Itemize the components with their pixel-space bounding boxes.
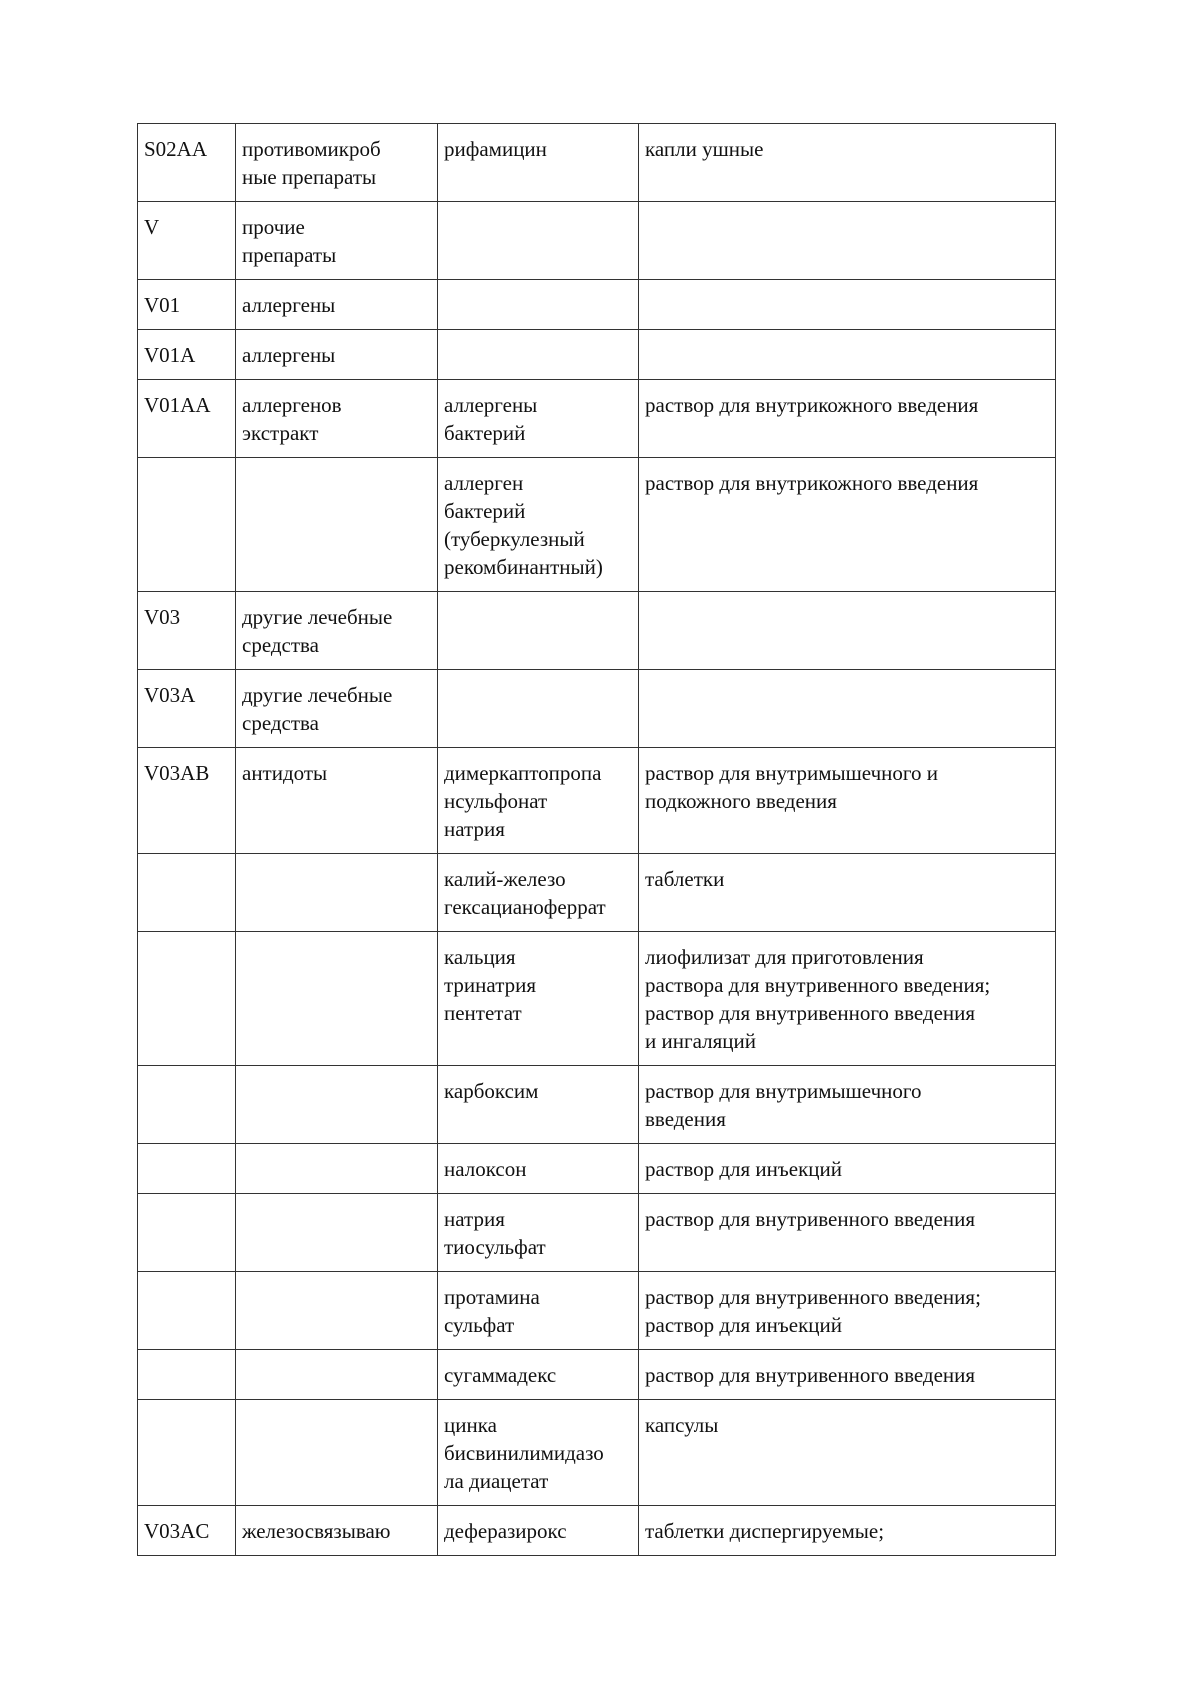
drug-name-text: натрия тиосульфат xyxy=(444,1207,546,1259)
table-row xyxy=(138,1506,1056,1556)
drug-name-cell xyxy=(438,932,639,1066)
dosage-form-text: раствор для внутрикожного введения xyxy=(645,393,979,417)
table-row xyxy=(138,280,1056,330)
drug-name-text: протамина сульфат xyxy=(444,1285,540,1337)
dosage-form-cell xyxy=(639,1400,1056,1506)
dosage-form-cell xyxy=(639,458,1056,592)
drug-name-cell xyxy=(438,854,639,932)
group-name-text: железосвязываю xyxy=(242,1519,391,1543)
table-body xyxy=(138,124,1056,1556)
drug-name-text: калий-железо гексацианоферрат xyxy=(444,867,606,919)
atc-code-cell xyxy=(138,1144,236,1194)
drug-name-text: сугаммадекс xyxy=(444,1363,557,1387)
table-row xyxy=(138,670,1056,748)
drug-name-text: цинка бисвинилимидазо ла диацетат xyxy=(444,1413,604,1493)
dosage-form-cell xyxy=(639,202,1056,280)
dosage-form-text: таблетки диспергируемые; xyxy=(645,1519,885,1543)
dosage-form-text: таблетки xyxy=(645,867,725,891)
atc-code-cell xyxy=(138,330,236,380)
group-name-cell xyxy=(236,748,438,854)
atc-code-cell xyxy=(138,202,236,280)
group-name-cell xyxy=(236,1350,438,1400)
group-name-text: прочие препараты xyxy=(242,215,337,267)
atc-code-cell xyxy=(138,380,236,458)
atc-code-cell xyxy=(138,1194,236,1272)
drug-name-text: аллерген бактерий (туберкулезный рекомбинантный) xyxy=(444,471,603,579)
group-name-cell xyxy=(236,380,438,458)
dosage-form-text: раствор для инъекций xyxy=(645,1157,842,1181)
dosage-form-cell xyxy=(639,1350,1056,1400)
atc-code-text: V xyxy=(144,215,160,239)
atc-code-text: V03A xyxy=(144,683,196,707)
table-row xyxy=(138,748,1056,854)
dosage-form-cell xyxy=(639,280,1056,330)
group-name-cell xyxy=(236,1400,438,1506)
table-row xyxy=(138,1194,1056,1272)
drug-name-text: аллергены бактерий xyxy=(444,393,538,445)
drug-name-cell xyxy=(438,670,639,748)
dosage-form-cell xyxy=(639,1144,1056,1194)
table-row xyxy=(138,1400,1056,1506)
group-name-cell xyxy=(236,1194,438,1272)
drug-name-text: димеркаптопропа нсульфонат натрия xyxy=(444,761,602,841)
dosage-form-text: раствор для внутривенного введения xyxy=(645,1363,976,1387)
dosage-form-cell xyxy=(639,592,1056,670)
atc-code-text: V01A xyxy=(144,343,196,367)
dosage-form-cell xyxy=(639,330,1056,380)
drug-name-cell xyxy=(438,748,639,854)
dosage-form-text: лиофилизат для приготовления раствора для внутривенного введения; раствор для внутривенного введения и ингаляций xyxy=(645,945,991,1053)
group-name-cell xyxy=(236,280,438,330)
group-name-cell xyxy=(236,592,438,670)
table-row xyxy=(138,1144,1056,1194)
table-row xyxy=(138,1272,1056,1350)
group-name-text: аллергены xyxy=(242,293,336,317)
atc-code-text: V03AC xyxy=(144,1519,210,1543)
dosage-form-text: капли ушные xyxy=(645,137,764,161)
atc-code-text: S02AA xyxy=(144,137,208,161)
group-name-text: аллергены xyxy=(242,343,336,367)
drug-name-text: рифамицин xyxy=(444,137,547,161)
drug-name-cell xyxy=(438,380,639,458)
dosage-form-cell xyxy=(639,1272,1056,1350)
dosage-form-cell xyxy=(639,1506,1056,1556)
drug-name-cell xyxy=(438,124,639,202)
group-name-text: аллергенов экстракт xyxy=(242,393,342,445)
atc-code-cell xyxy=(138,280,236,330)
table-row xyxy=(138,854,1056,932)
drug-name-cell xyxy=(438,330,639,380)
table-row xyxy=(138,1066,1056,1144)
drug-name-text: кальция тринатрия пентетат xyxy=(444,945,537,1025)
drug-name-cell xyxy=(438,202,639,280)
table-row xyxy=(138,330,1056,380)
drug-name-cell xyxy=(438,1400,639,1506)
atc-code-cell xyxy=(138,932,236,1066)
atc-code-cell xyxy=(138,670,236,748)
atc-code-cell xyxy=(138,124,236,202)
atc-code-text: V01 xyxy=(144,293,181,317)
dosage-form-text: раствор для внутривенного введения xyxy=(645,1207,976,1231)
drug-table xyxy=(137,123,1056,1556)
dosage-form-cell xyxy=(639,670,1056,748)
atc-code-text: V01AA xyxy=(144,393,211,417)
table-row xyxy=(138,592,1056,670)
dosage-form-cell xyxy=(639,380,1056,458)
atc-code-cell xyxy=(138,1350,236,1400)
dosage-form-text: раствор для внутримышечного и подкожного введения xyxy=(645,761,938,813)
drug-name-cell xyxy=(438,1506,639,1556)
atc-code-cell xyxy=(138,458,236,592)
drug-name-text: деферазирокс xyxy=(444,1519,567,1543)
dosage-form-cell xyxy=(639,748,1056,854)
group-name-cell xyxy=(236,932,438,1066)
drug-name-cell xyxy=(438,458,639,592)
dosage-form-cell xyxy=(639,1066,1056,1144)
atc-code-cell xyxy=(138,854,236,932)
drug-name-cell xyxy=(438,280,639,330)
atc-code-cell xyxy=(138,1066,236,1144)
atc-code-cell xyxy=(138,1272,236,1350)
group-name-cell xyxy=(236,202,438,280)
atc-code-cell xyxy=(138,1506,236,1556)
group-name-cell xyxy=(236,1506,438,1556)
atc-code-cell xyxy=(138,592,236,670)
atc-code-cell xyxy=(138,748,236,854)
group-name-cell xyxy=(236,458,438,592)
group-name-cell xyxy=(236,1272,438,1350)
drug-name-cell xyxy=(438,1194,639,1272)
group-name-cell xyxy=(236,670,438,748)
dosage-form-text: раствор для внутримышечного введения xyxy=(645,1079,922,1131)
drug-name-cell xyxy=(438,1144,639,1194)
drug-name-text: налоксон xyxy=(444,1157,527,1181)
group-name-cell xyxy=(236,1066,438,1144)
group-name-cell xyxy=(236,124,438,202)
dosage-form-cell xyxy=(639,854,1056,932)
group-name-text: другие лечебные средства xyxy=(242,605,393,657)
dosage-form-cell xyxy=(639,932,1056,1066)
table-row xyxy=(138,124,1056,202)
table-row xyxy=(138,458,1056,592)
group-name-text: другие лечебные средства xyxy=(242,683,393,735)
table-row xyxy=(138,932,1056,1066)
table-row xyxy=(138,380,1056,458)
drug-name-cell xyxy=(438,592,639,670)
dosage-form-text: раствор для внутрикожного введения xyxy=(645,471,979,495)
group-name-cell xyxy=(236,330,438,380)
atc-code-cell xyxy=(138,1400,236,1506)
table-row xyxy=(138,1350,1056,1400)
table-row xyxy=(138,202,1056,280)
dosage-form-text: раствор для внутривенного введения; раствор для инъекций xyxy=(645,1285,981,1337)
drug-name-cell xyxy=(438,1066,639,1144)
dosage-form-text: капсулы xyxy=(645,1413,719,1437)
atc-code-text: V03 xyxy=(144,605,181,629)
group-name-cell xyxy=(236,1144,438,1194)
drug-name-cell xyxy=(438,1350,639,1400)
group-name-text: антидоты xyxy=(242,761,328,785)
drug-name-cell xyxy=(438,1272,639,1350)
group-name-text: противомикроб ные препараты xyxy=(242,137,381,189)
dosage-form-cell xyxy=(639,1194,1056,1272)
drug-name-text: карбоксим xyxy=(444,1079,539,1103)
dosage-form-cell xyxy=(639,124,1056,202)
group-name-cell xyxy=(236,854,438,932)
atc-code-text: V03AB xyxy=(144,761,210,785)
